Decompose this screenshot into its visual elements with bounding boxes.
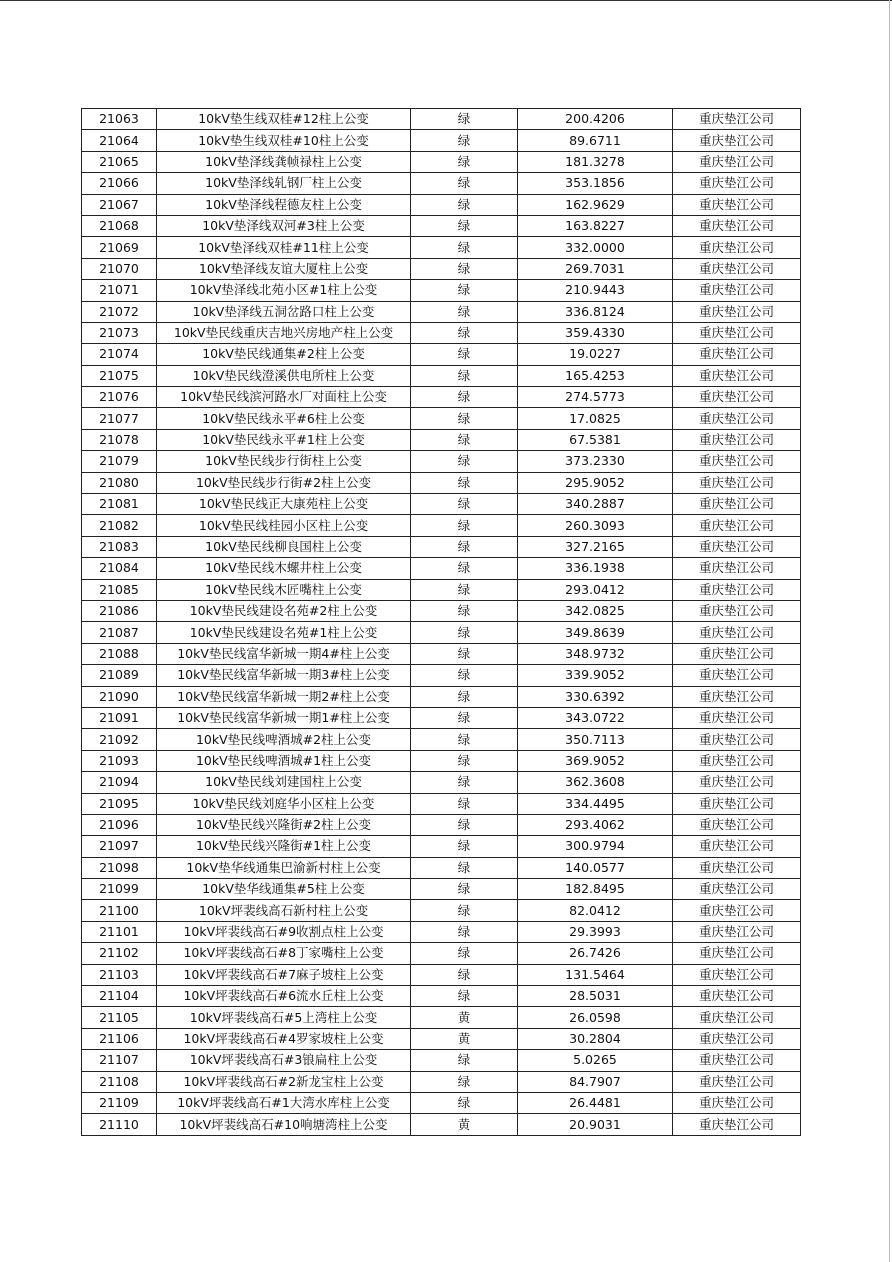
- row-id-cell: 21071: [82, 280, 157, 301]
- table-row: [82, 515, 801, 536]
- transformer-name-cell: 10kV坪裴线高石#1大湾水库柱上公变: [157, 1092, 411, 1113]
- table-row: [82, 643, 801, 664]
- transformer-name-cell: 10kV垫民线永平#6柱上公变: [157, 408, 411, 429]
- table-row: [82, 344, 801, 365]
- transformer-name-cell: 10kV坪裴线高石#6流水丘柱上公变: [157, 986, 411, 1007]
- transformer-name-cell: 10kV垫民线富华新城一期4#柱上公变: [157, 643, 411, 664]
- status-cell: 绿: [411, 1092, 518, 1113]
- table-row: [82, 686, 801, 707]
- value-cell: 332.0000: [518, 237, 673, 258]
- row-id-cell: 21104: [82, 986, 157, 1007]
- table-row: [82, 665, 801, 686]
- table-row: [82, 258, 801, 279]
- company-cell: 重庆垫江公司: [673, 173, 801, 194]
- transformer-name-cell: 10kV垫泽线龚帧禄柱上公变: [157, 151, 411, 172]
- company-cell: 重庆垫江公司: [673, 387, 801, 408]
- value-cell: 353.1856: [518, 173, 673, 194]
- transformer-name-cell: 10kV垫泽线双桂#11柱上公变: [157, 237, 411, 258]
- value-cell: 131.5464: [518, 964, 673, 985]
- row-id-cell: 21106: [82, 1028, 157, 1049]
- row-id-cell: 21105: [82, 1007, 157, 1028]
- company-cell: 重庆垫江公司: [673, 1050, 801, 1071]
- value-cell: 330.6392: [518, 686, 673, 707]
- status-cell: 绿: [411, 600, 518, 621]
- table-row: [82, 173, 801, 194]
- row-id-cell: 21067: [82, 194, 157, 215]
- table-row: [82, 879, 801, 900]
- status-cell: 黄: [411, 1028, 518, 1049]
- value-cell: 26.7426: [518, 943, 673, 964]
- status-cell: 绿: [411, 793, 518, 814]
- company-cell: 重庆垫江公司: [673, 793, 801, 814]
- value-cell: 30.2804: [518, 1028, 673, 1049]
- row-id-cell: 21076: [82, 387, 157, 408]
- transformer-name-cell: 10kV垫泽线五洞岔路口柱上公变: [157, 301, 411, 322]
- transformer-name-cell: 10kV垫民线重庆吉地兴房地产柱上公变: [157, 322, 411, 343]
- row-id-cell: 21098: [82, 857, 157, 878]
- value-cell: 210.9443: [518, 280, 673, 301]
- value-cell: 28.5031: [518, 986, 673, 1007]
- row-id-cell: 21085: [82, 579, 157, 600]
- value-cell: 19.0227: [518, 344, 673, 365]
- table-row: [82, 1028, 801, 1049]
- status-cell: 绿: [411, 365, 518, 386]
- row-id-cell: 21095: [82, 793, 157, 814]
- transformer-name-cell: 10kV垫民线刘庭华小区柱上公变: [157, 793, 411, 814]
- table-row: [82, 451, 801, 472]
- status-cell: 绿: [411, 130, 518, 151]
- value-cell: 165.4253: [518, 365, 673, 386]
- row-id-cell: 21086: [82, 600, 157, 621]
- transformer-name-cell: 10kV坪裴线高石#9收割点柱上公变: [157, 921, 411, 942]
- company-cell: 重庆垫江公司: [673, 1071, 801, 1092]
- value-cell: 373.2330: [518, 451, 673, 472]
- row-id-cell: 21077: [82, 408, 157, 429]
- table-row: [82, 322, 801, 343]
- status-cell: 绿: [411, 322, 518, 343]
- status-cell: 绿: [411, 215, 518, 236]
- company-cell: 重庆垫江公司: [673, 707, 801, 728]
- page-top-border: [0, 0, 892, 1]
- table-row: [82, 1050, 801, 1071]
- company-cell: 重庆垫江公司: [673, 986, 801, 1007]
- transformer-name-cell: 10kV坪裴线高石#4罗家坡柱上公变: [157, 1028, 411, 1049]
- table-row: [82, 964, 801, 985]
- status-cell: 绿: [411, 280, 518, 301]
- status-cell: 绿: [411, 194, 518, 215]
- value-cell: 29.3993: [518, 921, 673, 942]
- status-cell: 绿: [411, 643, 518, 664]
- table-body: [82, 109, 801, 1136]
- status-cell: 绿: [411, 986, 518, 1007]
- status-cell: 绿: [411, 879, 518, 900]
- status-cell: 绿: [411, 237, 518, 258]
- row-id-cell: 21103: [82, 964, 157, 985]
- company-cell: 重庆垫江公司: [673, 130, 801, 151]
- status-cell: 绿: [411, 750, 518, 771]
- transformer-name-cell: 10kV垫民线滨河路水厂对面柱上公变: [157, 387, 411, 408]
- row-id-cell: 21083: [82, 536, 157, 557]
- company-cell: 重庆垫江公司: [673, 1114, 801, 1135]
- table-row: [82, 750, 801, 771]
- row-id-cell: 21065: [82, 151, 157, 172]
- company-cell: 重庆垫江公司: [673, 536, 801, 557]
- transformer-name-cell: 10kV垫民线通集#2柱上公变: [157, 344, 411, 365]
- status-cell: 绿: [411, 964, 518, 985]
- value-cell: 89.6711: [518, 130, 673, 151]
- table-row: [82, 429, 801, 450]
- value-cell: 343.0722: [518, 707, 673, 728]
- value-cell: 359.4330: [518, 322, 673, 343]
- row-id-cell: 21109: [82, 1092, 157, 1113]
- company-cell: 重庆垫江公司: [673, 1007, 801, 1028]
- transformer-name-cell: 10kV垫民线正大康苑柱上公变: [157, 494, 411, 515]
- table-row: [82, 280, 801, 301]
- status-cell: 绿: [411, 301, 518, 322]
- row-id-cell: 21072: [82, 301, 157, 322]
- row-id-cell: 21094: [82, 772, 157, 793]
- status-cell: 绿: [411, 857, 518, 878]
- company-cell: 重庆垫江公司: [673, 301, 801, 322]
- status-cell: 绿: [411, 344, 518, 365]
- row-id-cell: 21102: [82, 943, 157, 964]
- transformer-name-cell: 10kV垫民线刘建国柱上公变: [157, 772, 411, 793]
- company-cell: 重庆垫江公司: [673, 686, 801, 707]
- value-cell: 200.4206: [518, 109, 673, 130]
- company-cell: 重庆垫江公司: [673, 900, 801, 921]
- value-cell: 295.9052: [518, 472, 673, 493]
- status-cell: 绿: [411, 408, 518, 429]
- row-id-cell: 21078: [82, 429, 157, 450]
- transformer-name-cell: 10kV垫民线建设名苑#2柱上公变: [157, 600, 411, 621]
- value-cell: 336.1938: [518, 558, 673, 579]
- company-cell: 重庆垫江公司: [673, 943, 801, 964]
- value-cell: 342.0825: [518, 600, 673, 621]
- transformer-name-cell: 10kV垫生线双桂#10柱上公变: [157, 130, 411, 151]
- transformer-table: [81, 108, 801, 1136]
- value-cell: 26.0598: [518, 1007, 673, 1028]
- company-cell: 重庆垫江公司: [673, 280, 801, 301]
- status-cell: 绿: [411, 943, 518, 964]
- status-cell: 黄: [411, 1114, 518, 1135]
- company-cell: 重庆垫江公司: [673, 750, 801, 771]
- row-id-cell: 21096: [82, 814, 157, 835]
- value-cell: 67.5381: [518, 429, 673, 450]
- company-cell: 重庆垫江公司: [673, 429, 801, 450]
- company-cell: 重庆垫江公司: [673, 857, 801, 878]
- transformer-name-cell: 10kV垫泽线友谊大厦柱上公变: [157, 258, 411, 279]
- table-row: [82, 494, 801, 515]
- company-cell: 重庆垫江公司: [673, 772, 801, 793]
- row-id-cell: 21066: [82, 173, 157, 194]
- transformer-name-cell: 10kV垫民线柳良国柱上公变: [157, 536, 411, 557]
- row-id-cell: 21101: [82, 921, 157, 942]
- table-row: [82, 151, 801, 172]
- status-cell: 绿: [411, 665, 518, 686]
- transformer-name-cell: 10kV坪裴线高石#8丁家嘴柱上公变: [157, 943, 411, 964]
- row-id-cell: 21084: [82, 558, 157, 579]
- table-row: [82, 921, 801, 942]
- page-right-border: [889, 0, 890, 1262]
- value-cell: 336.8124: [518, 301, 673, 322]
- status-cell: 绿: [411, 686, 518, 707]
- status-cell: 绿: [411, 258, 518, 279]
- company-cell: 重庆垫江公司: [673, 622, 801, 643]
- row-id-cell: 21070: [82, 258, 157, 279]
- status-cell: 绿: [411, 921, 518, 942]
- transformer-name-cell: 10kV垫民线步行街柱上公变: [157, 451, 411, 472]
- company-cell: 重庆垫江公司: [673, 1092, 801, 1113]
- table-row: [82, 772, 801, 793]
- value-cell: 84.7907: [518, 1071, 673, 1092]
- table-row: [82, 365, 801, 386]
- company-cell: 重庆垫江公司: [673, 365, 801, 386]
- table-row: [82, 793, 801, 814]
- company-cell: 重庆垫江公司: [673, 964, 801, 985]
- value-cell: 269.7031: [518, 258, 673, 279]
- table-row: [82, 215, 801, 236]
- status-cell: 绿: [411, 429, 518, 450]
- status-cell: 绿: [411, 1071, 518, 1092]
- company-cell: 重庆垫江公司: [673, 451, 801, 472]
- status-cell: 绿: [411, 109, 518, 130]
- company-cell: 重庆垫江公司: [673, 151, 801, 172]
- value-cell: 348.9732: [518, 643, 673, 664]
- company-cell: 重庆垫江公司: [673, 558, 801, 579]
- transformer-name-cell: 10kV垫民线兴隆街#2柱上公变: [157, 814, 411, 835]
- transformer-name-cell: 10kV垫民线富华新城一期2#柱上公变: [157, 686, 411, 707]
- table-row: [82, 301, 801, 322]
- table-row: [82, 579, 801, 600]
- row-id-cell: 21074: [82, 344, 157, 365]
- company-cell: 重庆垫江公司: [673, 921, 801, 942]
- value-cell: 369.9052: [518, 750, 673, 771]
- table-row: [82, 472, 801, 493]
- table-row: [82, 130, 801, 151]
- row-id-cell: 21069: [82, 237, 157, 258]
- company-cell: 重庆垫江公司: [673, 879, 801, 900]
- company-cell: 重庆垫江公司: [673, 494, 801, 515]
- value-cell: 5.0265: [518, 1050, 673, 1071]
- value-cell: 182.8495: [518, 879, 673, 900]
- transformer-name-cell: 10kV垫民线富华新城一期3#柱上公变: [157, 665, 411, 686]
- status-cell: 绿: [411, 472, 518, 493]
- company-cell: 重庆垫江公司: [673, 258, 801, 279]
- table-row: [82, 194, 801, 215]
- status-cell: 绿: [411, 451, 518, 472]
- row-id-cell: 21080: [82, 472, 157, 493]
- table-row: [82, 857, 801, 878]
- table-row: [82, 109, 801, 130]
- value-cell: 26.4481: [518, 1092, 673, 1113]
- row-id-cell: 21073: [82, 322, 157, 343]
- table-row: [82, 408, 801, 429]
- company-cell: 重庆垫江公司: [673, 515, 801, 536]
- value-cell: 300.9794: [518, 836, 673, 857]
- table-row: [82, 1007, 801, 1028]
- transformer-name-cell: 10kV垫华线通集#5柱上公变: [157, 879, 411, 900]
- row-id-cell: 21087: [82, 622, 157, 643]
- table-row: [82, 943, 801, 964]
- row-id-cell: 21081: [82, 494, 157, 515]
- row-id-cell: 21075: [82, 365, 157, 386]
- table-row: [82, 536, 801, 557]
- company-cell: 重庆垫江公司: [673, 1028, 801, 1049]
- row-id-cell: 21068: [82, 215, 157, 236]
- transformer-name-cell: 10kV垫民线建设名苑#1柱上公变: [157, 622, 411, 643]
- transformer-name-cell: 10kV垫民线啤酒城#2柱上公变: [157, 729, 411, 750]
- table-row: [82, 729, 801, 750]
- row-id-cell: 21089: [82, 665, 157, 686]
- status-cell: 绿: [411, 622, 518, 643]
- status-cell: 黄: [411, 1007, 518, 1028]
- transformer-name-cell: 10kV坪裴线高石新村柱上公变: [157, 900, 411, 921]
- transformer-name-cell: 10kV垫泽线北苑小区#1柱上公变: [157, 280, 411, 301]
- row-id-cell: 21082: [82, 515, 157, 536]
- value-cell: 162.9629: [518, 194, 673, 215]
- transformer-name-cell: 10kV垫泽线双河#3柱上公变: [157, 215, 411, 236]
- status-cell: 绿: [411, 387, 518, 408]
- value-cell: 334.4495: [518, 793, 673, 814]
- company-cell: 重庆垫江公司: [673, 194, 801, 215]
- company-cell: 重庆垫江公司: [673, 643, 801, 664]
- row-id-cell: 21107: [82, 1050, 157, 1071]
- transformer-name-cell: 10kV垫生线双桂#12柱上公变: [157, 109, 411, 130]
- transformer-name-cell: 10kV垫民线永平#1柱上公变: [157, 429, 411, 450]
- status-cell: 绿: [411, 151, 518, 172]
- status-cell: 绿: [411, 814, 518, 835]
- status-cell: 绿: [411, 1050, 518, 1071]
- status-cell: 绿: [411, 173, 518, 194]
- transformer-name-cell: 10kV垫民线啤酒城#1柱上公变: [157, 750, 411, 771]
- row-id-cell: 21099: [82, 879, 157, 900]
- table-row: [82, 986, 801, 1007]
- company-cell: 重庆垫江公司: [673, 109, 801, 130]
- status-cell: 绿: [411, 579, 518, 600]
- table-row: [82, 707, 801, 728]
- transformer-name-cell: 10kV垫泽线程德友柱上公变: [157, 194, 411, 215]
- status-cell: 绿: [411, 494, 518, 515]
- row-id-cell: 21110: [82, 1114, 157, 1135]
- transformer-name-cell: 10kV坪裴线高石#7麻子坡柱上公变: [157, 964, 411, 985]
- row-id-cell: 21064: [82, 130, 157, 151]
- transformer-name-cell: 10kV垫民线步行街#2柱上公变: [157, 472, 411, 493]
- value-cell: 163.8227: [518, 215, 673, 236]
- row-id-cell: 21063: [82, 109, 157, 130]
- value-cell: 362.3608: [518, 772, 673, 793]
- company-cell: 重庆垫江公司: [673, 237, 801, 258]
- company-cell: 重庆垫江公司: [673, 814, 801, 835]
- value-cell: 340.2887: [518, 494, 673, 515]
- row-id-cell: 21100: [82, 900, 157, 921]
- transformer-name-cell: 10kV垫民线兴隆街#1柱上公变: [157, 836, 411, 857]
- transformer-name-cell: 10kV坪裴线高石#2新龙宝柱上公变: [157, 1071, 411, 1092]
- value-cell: 350.7113: [518, 729, 673, 750]
- status-cell: 绿: [411, 900, 518, 921]
- status-cell: 绿: [411, 558, 518, 579]
- row-id-cell: 21097: [82, 836, 157, 857]
- company-cell: 重庆垫江公司: [673, 836, 801, 857]
- status-cell: 绿: [411, 707, 518, 728]
- company-cell: 重庆垫江公司: [673, 579, 801, 600]
- table-row: [82, 1092, 801, 1113]
- table-row: [82, 814, 801, 835]
- table-row: [82, 558, 801, 579]
- company-cell: 重庆垫江公司: [673, 665, 801, 686]
- transformer-name-cell: 10kV垫民线富华新城一期1#柱上公变: [157, 707, 411, 728]
- row-id-cell: 21093: [82, 750, 157, 771]
- table-row: [82, 237, 801, 258]
- row-id-cell: 21108: [82, 1071, 157, 1092]
- status-cell: 绿: [411, 772, 518, 793]
- transformer-name-cell: 10kV坪裴线高石#5上湾柱上公变: [157, 1007, 411, 1028]
- transformer-name-cell: 10kV垫民线木匠嘴柱上公变: [157, 579, 411, 600]
- company-cell: 重庆垫江公司: [673, 600, 801, 621]
- value-cell: 140.0577: [518, 857, 673, 878]
- value-cell: 17.0825: [518, 408, 673, 429]
- value-cell: 293.4062: [518, 814, 673, 835]
- transformer-name-cell: 10kV坪裴线高石#3锒扁柱上公变: [157, 1050, 411, 1071]
- company-cell: 重庆垫江公司: [673, 408, 801, 429]
- company-cell: 重庆垫江公司: [673, 215, 801, 236]
- value-cell: 274.5773: [518, 387, 673, 408]
- company-cell: 重庆垫江公司: [673, 344, 801, 365]
- value-cell: 181.3278: [518, 151, 673, 172]
- value-cell: 260.3093: [518, 515, 673, 536]
- row-id-cell: 21091: [82, 707, 157, 728]
- row-id-cell: 21090: [82, 686, 157, 707]
- status-cell: 绿: [411, 729, 518, 750]
- transformer-name-cell: 10kV垫民线澄溪供电所柱上公变: [157, 365, 411, 386]
- transformer-name-cell: 10kV垫民线木螺井柱上公变: [157, 558, 411, 579]
- value-cell: 293.0412: [518, 579, 673, 600]
- status-cell: 绿: [411, 536, 518, 557]
- table-row: [82, 1114, 801, 1135]
- status-cell: 绿: [411, 836, 518, 857]
- table-row: [82, 836, 801, 857]
- transformer-name-cell: 10kV垫泽线轧钢厂柱上公变: [157, 173, 411, 194]
- company-cell: 重庆垫江公司: [673, 472, 801, 493]
- transformer-name-cell: 10kV坪裴线高石#10响塘湾柱上公变: [157, 1114, 411, 1135]
- value-cell: 327.2165: [518, 536, 673, 557]
- transformer-name-cell: 10kV垫华线通集巴渝新村柱上公变: [157, 857, 411, 878]
- company-cell: 重庆垫江公司: [673, 729, 801, 750]
- row-id-cell: 21092: [82, 729, 157, 750]
- table-row: [82, 622, 801, 643]
- table-row: [82, 600, 801, 621]
- value-cell: 339.9052: [518, 665, 673, 686]
- company-cell: 重庆垫江公司: [673, 322, 801, 343]
- row-id-cell: 21088: [82, 643, 157, 664]
- table-row: [82, 1071, 801, 1092]
- value-cell: 20.9031: [518, 1114, 673, 1135]
- row-id-cell: 21079: [82, 451, 157, 472]
- transformer-name-cell: 10kV垫民线桂园小区柱上公变: [157, 515, 411, 536]
- value-cell: 82.0412: [518, 900, 673, 921]
- status-cell: 绿: [411, 515, 518, 536]
- table-row: [82, 387, 801, 408]
- table-row: [82, 900, 801, 921]
- value-cell: 349.8639: [518, 622, 673, 643]
